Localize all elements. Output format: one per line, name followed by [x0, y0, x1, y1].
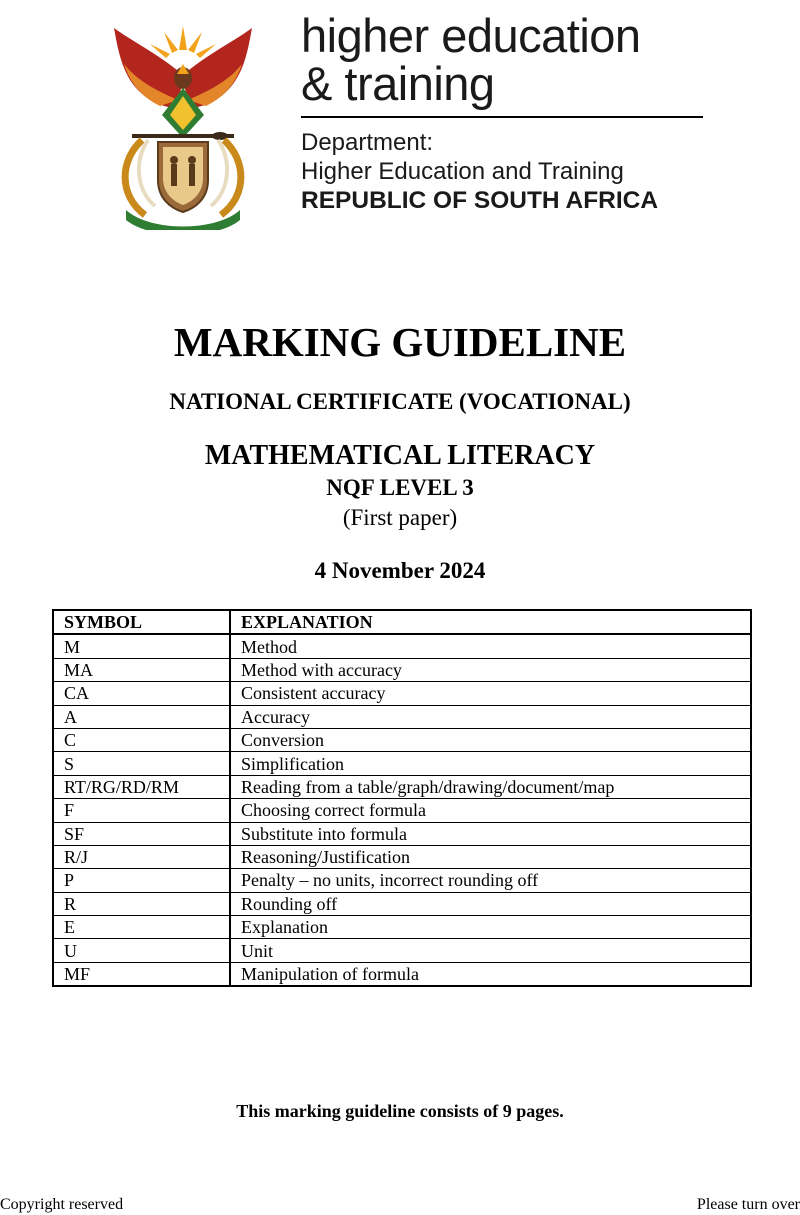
explanation-cell: Conversion	[230, 728, 751, 751]
symbol-cell: F	[53, 799, 230, 822]
explanation-cell: Explanation	[230, 916, 751, 939]
explanation-cell: Accuracy	[230, 705, 751, 728]
symbol-cell: R	[53, 892, 230, 915]
explanation-cell: Reading from a table/graph/drawing/document/map	[230, 775, 751, 798]
footer-turn-over: Please turn over	[696, 1196, 800, 1213]
table-row	[53, 752, 751, 775]
table-row	[53, 705, 751, 728]
paper-title: (First paper)	[342, 505, 458, 530]
explanation-cell: Choosing correct formula	[230, 799, 751, 822]
certificate-title: NATIONAL CERTIFICATE (VOCATIONAL)	[169, 389, 631, 414]
symbol-cell: SF	[53, 822, 230, 845]
table-row	[53, 916, 751, 939]
table-row	[53, 658, 751, 681]
symbol-cell: M	[53, 634, 230, 658]
explanation-cell: Penalty – no units, incorrect rounding off	[230, 869, 751, 892]
symbol-cell: MF	[53, 962, 230, 986]
department-name: Higher Education and Training	[301, 158, 624, 185]
table-row	[53, 962, 751, 986]
table-row	[53, 892, 751, 915]
table-row	[53, 682, 751, 705]
symbol-cell: U	[53, 939, 230, 962]
symbol-explanation-table	[52, 609, 752, 987]
table-row	[53, 939, 751, 962]
department-label: Department:	[301, 129, 434, 156]
column-header-symbol: SYMBOL	[53, 610, 230, 634]
explanation-cell: Rounding off	[230, 892, 751, 915]
column-header-explanation: EXPLANATION	[230, 610, 751, 634]
department-wordmark	[301, 9, 641, 110]
symbol-cell: P	[53, 869, 230, 892]
explanation-cell: Substitute into formula	[230, 822, 751, 845]
symbol-cell: C	[53, 728, 230, 751]
department-details	[301, 128, 658, 215]
explanation-cell: Simplification	[230, 752, 751, 775]
symbol-cell: R/J	[53, 845, 230, 868]
page-count-note: This marking guideline consists of 9 pages.	[236, 1101, 564, 1121]
table-header-row	[53, 610, 751, 634]
document-title: MARKING GUIDELINE	[173, 319, 627, 365]
symbol-cell: RT/RG/RD/RM	[53, 775, 230, 798]
symbol-cell: S	[53, 752, 230, 775]
level-title: NQF LEVEL 3	[326, 475, 474, 500]
table-row	[53, 799, 751, 822]
symbol-cell: E	[53, 916, 230, 939]
table-row	[53, 822, 751, 845]
table-row	[53, 869, 751, 892]
explanation-cell: Consistent accuracy	[230, 682, 751, 705]
wordmark-line-2: & training	[301, 57, 495, 110]
symbol-cell: A	[53, 705, 230, 728]
wordmark-line-1: higher education	[301, 9, 641, 62]
symbol-cell: CA	[53, 682, 230, 705]
explanation-cell: Unit	[230, 939, 751, 962]
letterhead	[0, 0, 800, 250]
coat-of-arms-icon	[100, 20, 266, 230]
explanation-cell: Manipulation of formula	[230, 962, 751, 986]
table-row	[53, 728, 751, 751]
header-divider	[301, 116, 703, 118]
table-row	[53, 845, 751, 868]
symbol-cell: MA	[53, 658, 230, 681]
subject-title: MATHEMATICAL LITERACY	[204, 440, 596, 471]
table-row	[53, 634, 751, 658]
table-body	[53, 634, 751, 986]
explanation-cell: Method with accuracy	[230, 658, 751, 681]
footer-copyright: Copyright reserved	[0, 1196, 124, 1213]
table-row	[53, 775, 751, 798]
country-name: REPUBLIC OF SOUTH AFRICA	[301, 187, 659, 214]
explanation-cell: Reasoning/Justification	[230, 845, 751, 868]
explanation-cell: Method	[230, 634, 751, 658]
exam-date: 4 November 2024	[314, 558, 486, 583]
